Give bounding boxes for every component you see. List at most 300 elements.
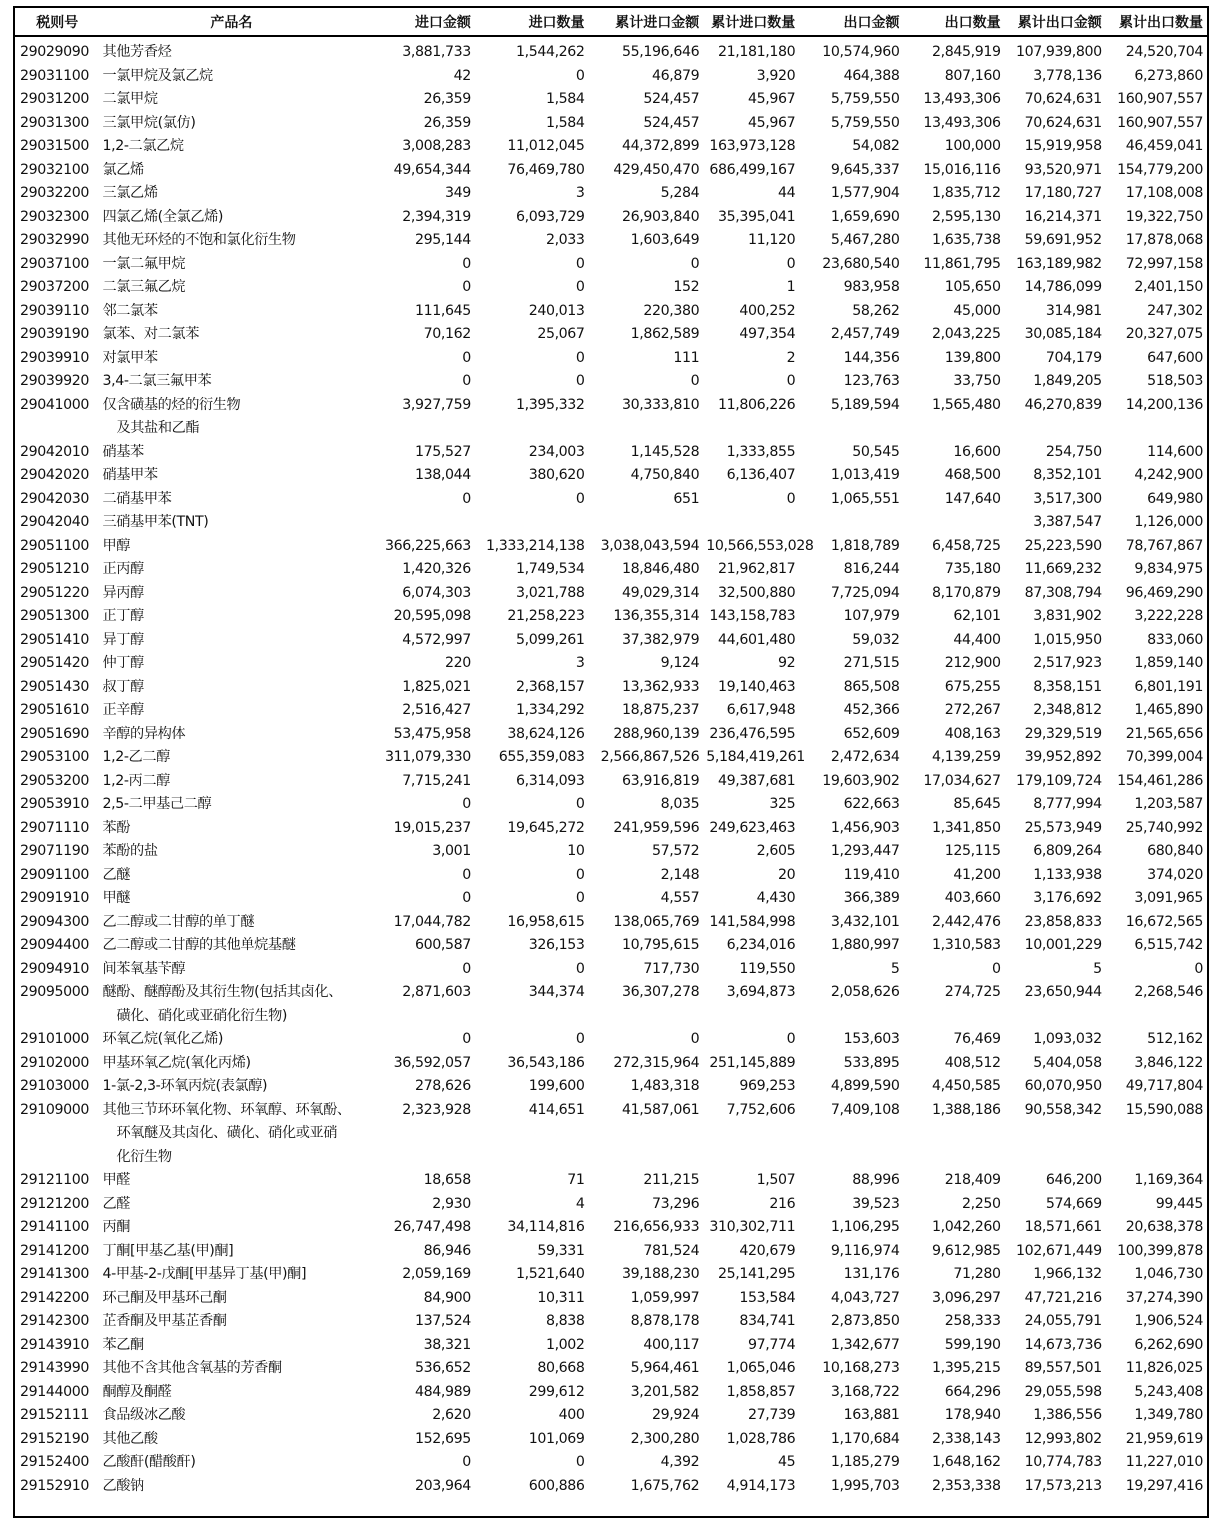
table-row xyxy=(15,770,1207,794)
product-name-line: 二氯三氟乙烷 xyxy=(102,279,186,295)
import-value-cell: 2,871,603 xyxy=(402,984,471,1000)
tariff-code: 29051210 xyxy=(20,561,90,577)
cum-import-qty-cell: 5,184,419,261 xyxy=(706,749,805,765)
import-qty-cell: 600,886 xyxy=(528,1477,585,1494)
table-header-row xyxy=(15,8,1207,36)
table-row xyxy=(15,840,1207,864)
import-qty-cell: 10 xyxy=(567,843,585,859)
tariff-code: 29152910 xyxy=(20,1477,90,1494)
cum-import-qty-cell: 35,395,041 xyxy=(717,208,796,225)
cum-export-qty-cell: 6,273,860 xyxy=(1134,67,1203,84)
product-name xyxy=(99,1310,363,1334)
export-qty-cell: 408,163 xyxy=(944,725,1001,742)
cum-export-qty-cell: 72,997,158 xyxy=(1125,255,1203,272)
export-value-cell: 2,058,626 xyxy=(830,984,900,1000)
import-qty-cell: 0 xyxy=(575,1031,585,1047)
import-qty-cell: 380,620 xyxy=(528,467,585,483)
product-name-line: 磺化、硝化或亚硝化衍生物) xyxy=(116,1007,288,1024)
product-name xyxy=(99,1287,363,1311)
cum-export-value-cell: 5,404,058 xyxy=(1033,1054,1102,1071)
tariff-code: 29143990 xyxy=(20,1360,90,1376)
export-qty-cell: 2,043,225 xyxy=(932,326,1001,342)
cum-export-qty-cell: 0 xyxy=(1194,960,1203,977)
tariff-code: 29109000 xyxy=(20,1101,90,1118)
product-name-line: 辛醇的异构体 xyxy=(102,725,186,742)
table-row xyxy=(15,1052,1207,1076)
cum-import-qty-cell: 4,430 xyxy=(756,890,796,906)
cum-export-qty-cell: 374,020 xyxy=(1147,866,1203,883)
cum-import-qty-cell: 6,136,407 xyxy=(726,467,796,483)
cum-export-value-cell: 15,919,958 xyxy=(1024,138,1102,154)
tariff-code: 29141100 xyxy=(20,1219,90,1235)
cum-export-value-cell: 70,624,631 xyxy=(1024,91,1102,107)
cum-import-qty-cell: 0 xyxy=(786,255,796,272)
export-value-cell: 1,818,789 xyxy=(830,537,900,554)
import-qty-cell: 414,651 xyxy=(528,1101,585,1118)
product-name-line: 乙醚 xyxy=(102,866,131,883)
cum-export-value-cell: 107,939,800 xyxy=(1015,44,1102,60)
cum-import-value-cell: 46,879 xyxy=(652,67,700,84)
table-row xyxy=(15,1287,1207,1311)
import-value-cell: 2,620 xyxy=(432,1407,471,1423)
table-row xyxy=(15,323,1207,347)
import-qty-cell: 1,002 xyxy=(545,1336,585,1353)
product-name-line: 异丁醇 xyxy=(102,631,144,648)
product-name-line: 苯酚 xyxy=(102,819,131,836)
table-row xyxy=(15,652,1207,676)
product-name-line: 1-氯-2,3-环氧丙烷(表氯醇) xyxy=(102,1078,268,1094)
tariff-code: 29037100 xyxy=(20,255,90,272)
export-qty-cell: 1,341,850 xyxy=(932,819,1001,836)
cum-export-value-cell: 16,214,371 xyxy=(1024,208,1102,225)
product-name xyxy=(99,1240,363,1264)
export-qty-cell: 13,493,306 xyxy=(923,114,1001,131)
export-qty-cell: 71,280 xyxy=(953,1266,1001,1282)
cum-export-qty-cell: 20,638,378 xyxy=(1125,1219,1203,1235)
cum-export-qty-cell: 1,169,364 xyxy=(1134,1172,1203,1188)
import-value-cell: 0 xyxy=(462,490,471,507)
cum-export-qty-cell: 49,717,804 xyxy=(1125,1078,1203,1094)
cum-import-value-cell: 429,450,470 xyxy=(613,161,700,178)
product-name xyxy=(99,1028,363,1052)
cum-export-value-cell: 3,387,547 xyxy=(1033,514,1102,530)
table-row xyxy=(15,1310,1207,1334)
table-row xyxy=(15,112,1207,136)
cum-import-value-cell: 220,380 xyxy=(643,302,700,319)
product-name xyxy=(99,394,363,441)
export-value-cell: 452,366 xyxy=(843,702,900,718)
product-name xyxy=(99,1193,363,1217)
import-qty-cell: 1,333,214,138 xyxy=(485,537,585,554)
import-qty-cell: 25,067 xyxy=(537,326,585,342)
cum-import-qty-cell: 249,623,463 xyxy=(709,819,796,836)
export-qty-cell: 11,861,795 xyxy=(923,255,1001,272)
table-row xyxy=(15,370,1207,394)
product-name xyxy=(99,1381,363,1405)
export-value-cell: 10,168,273 xyxy=(822,1360,900,1376)
cum-export-qty-cell: 160,907,557 xyxy=(1117,114,1203,131)
product-name xyxy=(99,229,363,253)
import-qty-cell: 326,153 xyxy=(528,937,585,953)
import-value-cell: 111,645 xyxy=(415,302,471,319)
import-value-cell: 3,927,759 xyxy=(402,396,471,413)
cum-export-qty-cell: 37,274,390 xyxy=(1125,1289,1203,1306)
cum-export-qty-cell: 3,846,122 xyxy=(1134,1054,1203,1071)
import-value-cell: 0 xyxy=(462,866,471,883)
export-value-cell: 1,659,690 xyxy=(830,208,900,225)
table-row xyxy=(15,394,1207,441)
cum-import-value-cell: 136,355,314 xyxy=(613,608,700,624)
product-name xyxy=(99,276,363,300)
product-name-line: 食品级冰乙酸 xyxy=(102,1407,186,1423)
export-value-cell: 3,432,101 xyxy=(830,913,900,930)
cum-import-value-cell: 524,457 xyxy=(643,114,700,131)
tariff-code: 29039910 xyxy=(20,349,90,366)
import-value-cell: 26,359 xyxy=(423,91,471,107)
tariff-code: 29094400 xyxy=(20,937,90,953)
import-qty-cell: 34,114,816 xyxy=(507,1219,585,1235)
product-name xyxy=(99,206,363,230)
export-qty-cell: 2,442,476 xyxy=(932,913,1001,930)
product-name-line: 芷香酮及甲基芷香酮 xyxy=(102,1313,227,1329)
import-value-cell: 203,964 xyxy=(415,1477,471,1494)
export-qty-cell: 4,139,259 xyxy=(932,749,1001,765)
cum-import-value-cell: 216,656,933 xyxy=(613,1219,700,1235)
import-qty-cell: 38,624,126 xyxy=(507,725,585,742)
import-qty-cell: 19,645,272 xyxy=(507,819,585,836)
cum-export-qty-cell: 154,779,200 xyxy=(1117,161,1203,178)
import-value-cell: 2,059,169 xyxy=(402,1266,471,1282)
table-row xyxy=(15,1169,1207,1193)
cum-export-qty-cell: 114,600 xyxy=(1147,443,1203,460)
table-row xyxy=(15,511,1207,535)
product-name xyxy=(99,676,363,700)
cum-export-value-cell: 29,055,598 xyxy=(1024,1383,1102,1400)
import-value-cell: 536,652 xyxy=(415,1360,471,1376)
cum-import-qty-cell: 163,973,128 xyxy=(709,138,796,154)
cum-import-value-cell: 4,557 xyxy=(660,890,700,906)
cum-import-value-cell: 1,145,528 xyxy=(630,443,700,460)
cum-import-qty-cell: 325 xyxy=(769,796,796,812)
header-code: 税则号 xyxy=(15,8,99,36)
cum-import-qty-cell: 32,500,880 xyxy=(717,584,796,601)
import-value-cell: 349 xyxy=(445,185,471,201)
import-qty-cell: 1,749,534 xyxy=(515,561,585,577)
import-value-cell: 295,144 xyxy=(415,232,471,248)
import-qty-cell: 36,543,186 xyxy=(507,1054,585,1071)
tariff-code: 29071110 xyxy=(20,819,90,836)
import-qty-cell: 1,521,640 xyxy=(515,1266,585,1282)
product-name-line: 4-甲基-2-戊酮[甲基异丁基(甲)酮] xyxy=(102,1266,307,1282)
cum-export-qty-cell: 647,600 xyxy=(1147,349,1203,366)
cum-export-value-cell: 102,671,449 xyxy=(1015,1242,1102,1259)
product-name xyxy=(99,629,363,653)
table-row xyxy=(15,1075,1207,1099)
product-name xyxy=(99,1451,363,1475)
cum-import-qty-cell: 1,065,046 xyxy=(726,1360,796,1376)
cum-export-value-cell: 646,200 xyxy=(1045,1172,1102,1188)
cum-export-qty-cell: 17,108,008 xyxy=(1125,185,1203,201)
product-name-line: 异丙醇 xyxy=(102,584,144,601)
cum-import-value-cell: 10,795,615 xyxy=(622,937,700,953)
cum-import-value-cell: 8,878,178 xyxy=(630,1313,700,1329)
table-row xyxy=(15,1475,1207,1499)
export-qty-cell: 6,458,725 xyxy=(932,537,1001,554)
export-value-cell: 7,725,094 xyxy=(830,584,900,601)
product-name-line: 其他不含其他含氧基的芳香酮 xyxy=(102,1360,282,1376)
cum-export-value-cell: 5 xyxy=(1093,960,1102,977)
tariff-code: 29042020 xyxy=(20,467,90,483)
table-row xyxy=(15,699,1207,723)
header-import-value: 进口金额 xyxy=(363,8,475,36)
tariff-code: 29141200 xyxy=(20,1242,90,1259)
cum-export-qty-cell: 680,840 xyxy=(1147,843,1203,859)
tariff-code: 29143910 xyxy=(20,1336,90,1353)
cum-export-qty-cell: 1,465,890 xyxy=(1134,702,1203,718)
cum-export-qty-cell: 1,203,587 xyxy=(1134,796,1203,812)
export-value-cell: 271,515 xyxy=(843,655,900,671)
import-qty-cell: 0 xyxy=(575,866,585,883)
table-row xyxy=(15,1193,1207,1217)
product-name xyxy=(99,36,363,65)
import-qty-cell: 4 xyxy=(575,1195,585,1212)
export-value-cell: 1,170,684 xyxy=(830,1430,900,1447)
table-row xyxy=(15,1240,1207,1264)
cum-export-qty-cell: 14,200,136 xyxy=(1125,396,1203,413)
product-name-line: 1,2-丙二醇 xyxy=(102,772,170,789)
cum-import-value-cell: 651 xyxy=(673,490,700,507)
product-name-line: 丁酮[甲基乙基(甲)酮] xyxy=(102,1242,234,1259)
export-value-cell: 652,609 xyxy=(843,725,900,742)
table-row xyxy=(15,1357,1207,1381)
import-qty-cell: 3,021,788 xyxy=(515,584,585,601)
cum-import-qty-cell: 3,920 xyxy=(756,67,796,84)
cum-import-value-cell: 73,296 xyxy=(652,1195,700,1212)
table-row xyxy=(15,276,1207,300)
cum-import-value-cell: 37,382,979 xyxy=(622,631,700,648)
import-value-cell: 3,001 xyxy=(432,843,471,859)
table-row xyxy=(15,1451,1207,1475)
cum-import-qty-cell xyxy=(703,511,799,535)
export-value-cell: 1,342,677 xyxy=(830,1336,900,1353)
product-name-line: 3,4-二氯三氟甲苯 xyxy=(102,373,212,389)
header-cum-import-value: 累计进口金额 xyxy=(589,8,704,36)
tariff-code: 29032200 xyxy=(20,185,90,201)
import-value-cell: 2,930 xyxy=(432,1195,471,1212)
product-name xyxy=(99,112,363,136)
product-name xyxy=(99,1357,363,1381)
product-name xyxy=(99,817,363,841)
import-qty-cell: 0 xyxy=(575,279,585,295)
cum-import-value-cell: 1,483,318 xyxy=(630,1078,700,1094)
product-name-line: 化衍生物 xyxy=(116,1148,172,1165)
import-qty-cell: 0 xyxy=(575,349,585,366)
cum-import-qty-cell: 11,120 xyxy=(747,232,796,248)
product-name-line: 正丁醇 xyxy=(102,608,144,624)
cum-import-qty-cell: 420,679 xyxy=(739,1242,796,1259)
import-qty-cell: 3 xyxy=(575,655,585,671)
table-row xyxy=(15,605,1207,629)
cum-export-qty-cell: 70,399,004 xyxy=(1125,749,1203,765)
import-qty-cell xyxy=(475,511,589,535)
table-row xyxy=(15,36,1207,65)
import-value-cell: 0 xyxy=(462,796,471,812)
product-name-line: 正丙醇 xyxy=(102,561,144,577)
import-value-cell: 2,323,928 xyxy=(402,1101,471,1118)
cum-export-qty-cell: 649,980 xyxy=(1147,490,1203,507)
export-qty-cell: 178,940 xyxy=(944,1407,1001,1423)
product-name-line: 其他乙酸 xyxy=(102,1430,158,1447)
tariff-code: 29039920 xyxy=(20,373,90,389)
product-name-line: 间苯氧基苄醇 xyxy=(102,960,186,977)
import-value-cell: 484,989 xyxy=(415,1383,471,1400)
export-value-cell: 23,680,540 xyxy=(822,255,900,272)
cum-export-qty-cell: 6,515,742 xyxy=(1134,937,1203,953)
export-qty-cell: 2,845,919 xyxy=(932,44,1001,60)
export-value-cell: 123,763 xyxy=(843,373,900,389)
import-qty-cell: 8,838 xyxy=(545,1313,585,1329)
product-name xyxy=(99,370,363,394)
cum-import-value-cell: 5,284 xyxy=(660,185,700,201)
cum-export-value-cell: 179,109,724 xyxy=(1015,772,1102,789)
cum-export-value-cell: 314,981 xyxy=(1045,302,1102,319)
table-row xyxy=(15,229,1207,253)
cum-import-qty-cell: 45,967 xyxy=(747,91,796,107)
product-name xyxy=(99,770,363,794)
cum-import-qty-cell: 2,605 xyxy=(756,843,796,859)
table-row xyxy=(15,934,1207,958)
cum-export-value-cell: 2,517,923 xyxy=(1033,655,1102,671)
product-name xyxy=(99,88,363,112)
cum-export-qty-cell: 4,242,900 xyxy=(1134,467,1203,483)
table-row xyxy=(15,981,1207,1028)
table-row xyxy=(15,958,1207,982)
import-value-cell: 49,654,344 xyxy=(393,161,471,178)
cum-import-qty-cell: 2 xyxy=(786,349,796,366)
cum-import-value-cell: 524,457 xyxy=(643,91,700,107)
product-name xyxy=(99,793,363,817)
import-value-cell: 0 xyxy=(462,349,471,366)
cum-export-qty-cell: 100,399,878 xyxy=(1117,1242,1203,1259)
table-row xyxy=(15,817,1207,841)
cum-import-value-cell xyxy=(589,511,704,535)
cum-import-qty-cell: 119,550 xyxy=(739,960,796,977)
cum-export-value-cell: 70,624,631 xyxy=(1024,114,1102,131)
import-value-cell: 311,079,330 xyxy=(385,749,471,765)
cum-export-qty-cell: 96,469,290 xyxy=(1125,584,1203,601)
tariff-code: 29042010 xyxy=(20,443,90,460)
cum-export-value-cell: 18,571,661 xyxy=(1024,1219,1102,1235)
import-qty-cell: 1,544,262 xyxy=(515,44,585,60)
product-name xyxy=(99,347,363,371)
export-qty-cell: 62,101 xyxy=(953,608,1001,624)
import-value-cell: 1,420,326 xyxy=(402,561,471,577)
tariff-code: 29051410 xyxy=(20,631,90,648)
export-qty-cell: 33,750 xyxy=(953,373,1001,389)
product-name xyxy=(99,253,363,277)
export-qty-cell: 274,725 xyxy=(944,984,1001,1000)
cum-import-qty-cell: 310,302,711 xyxy=(709,1219,796,1235)
product-name-line: 硝基甲苯 xyxy=(102,467,158,483)
product-name-line: 苯乙酮 xyxy=(102,1336,144,1353)
cum-import-qty-cell: 0 xyxy=(786,1031,796,1047)
product-name xyxy=(99,887,363,911)
import-value-cell: 3,008,283 xyxy=(402,138,471,154)
export-value-cell: 1,065,551 xyxy=(830,490,900,507)
cum-export-value-cell: 25,223,590 xyxy=(1024,537,1102,554)
product-name xyxy=(99,135,363,159)
cum-import-qty-cell: 1,858,857 xyxy=(726,1383,796,1400)
export-qty-cell: 212,900 xyxy=(944,655,1001,671)
cum-import-qty-cell: 6,617,948 xyxy=(726,702,796,718)
cum-export-qty-cell: 518,503 xyxy=(1147,373,1203,389)
export-qty-cell: 147,640 xyxy=(944,490,1001,507)
cum-import-value-cell: 1,862,589 xyxy=(630,326,700,342)
table-body xyxy=(15,36,1207,1498)
export-value-cell: 131,176 xyxy=(843,1266,900,1282)
product-name xyxy=(99,1475,363,1499)
tariff-code: 29039110 xyxy=(20,302,90,319)
product-name-line: 一氯甲烷及氯乙烷 xyxy=(102,67,213,84)
cum-import-qty-cell: 3,694,873 xyxy=(726,984,796,1000)
export-value-cell: 865,508 xyxy=(843,678,900,695)
cum-export-value-cell: 1,966,132 xyxy=(1033,1266,1102,1282)
cum-import-qty-cell: 153,584 xyxy=(739,1289,796,1306)
export-qty-cell: 105,650 xyxy=(944,279,1001,295)
cum-import-qty-cell: 686,499,167 xyxy=(709,161,796,178)
import-value-cell: 278,626 xyxy=(415,1078,471,1094)
export-value-cell: 3,168,722 xyxy=(830,1383,900,1400)
cum-export-qty-cell: 1,046,730 xyxy=(1134,1266,1203,1282)
import-qty-cell: 0 xyxy=(575,960,585,977)
cum-import-value-cell: 36,307,278 xyxy=(622,984,700,1000)
cum-export-value-cell: 90,558,342 xyxy=(1024,1101,1102,1118)
product-name-line: 酮醇及酮醛 xyxy=(102,1383,172,1400)
table-row xyxy=(15,558,1207,582)
import-qty-cell: 1,584 xyxy=(545,114,585,131)
cum-export-value-cell: 30,085,184 xyxy=(1024,326,1102,342)
import-value-cell: 20,595,098 xyxy=(393,608,471,624)
import-qty-cell: 101,069 xyxy=(528,1430,585,1447)
product-name xyxy=(99,464,363,488)
export-qty-cell: 272,267 xyxy=(944,702,1001,718)
product-name xyxy=(99,981,363,1028)
export-qty-cell: 218,409 xyxy=(944,1172,1001,1188)
product-name xyxy=(99,1052,363,1076)
tariff-code: 29102000 xyxy=(20,1054,90,1071)
cum-import-value-cell: 39,188,230 xyxy=(622,1266,700,1282)
cum-export-value-cell: 60,070,950 xyxy=(1024,1078,1102,1094)
cum-export-qty-cell: 1,349,780 xyxy=(1134,1407,1203,1423)
import-qty-cell: 2,368,157 xyxy=(515,678,585,695)
cum-import-qty-cell: 497,354 xyxy=(739,326,796,342)
export-qty-cell: 45,000 xyxy=(953,302,1001,319)
import-value-cell: 6,074,303 xyxy=(402,584,471,601)
product-name-line: 三氯乙烯 xyxy=(102,185,158,201)
product-name xyxy=(99,746,363,770)
import-value-cell: 0 xyxy=(462,890,471,906)
cum-import-qty-cell: 44,601,480 xyxy=(717,631,796,648)
cum-export-value-cell: 23,858,833 xyxy=(1024,913,1102,930)
export-qty-cell: 100,000 xyxy=(944,138,1001,154)
tariff-code: 29051220 xyxy=(20,584,90,601)
cum-import-value-cell: 30,333,810 xyxy=(622,396,700,413)
product-name xyxy=(99,1428,363,1452)
export-value-cell: 2,472,634 xyxy=(830,749,900,765)
cum-export-qty-cell: 1,906,524 xyxy=(1134,1313,1203,1329)
cum-export-qty-cell: 247,302 xyxy=(1147,302,1203,319)
tariff-code: 29094300 xyxy=(20,913,90,930)
